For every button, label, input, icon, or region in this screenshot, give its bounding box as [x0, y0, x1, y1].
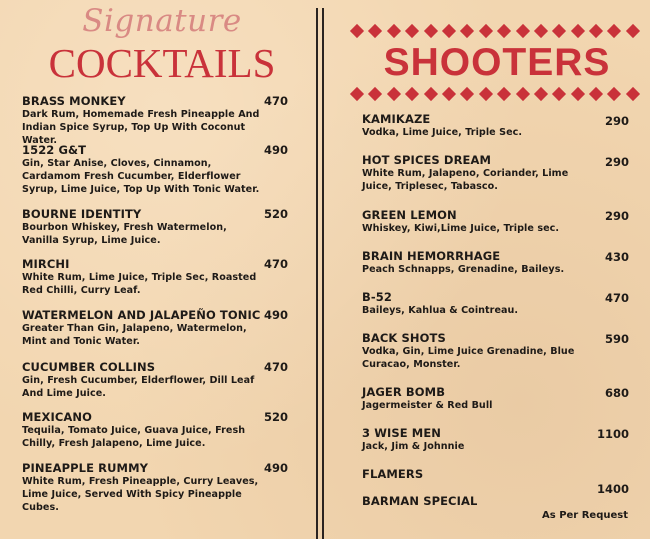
item-description: Peach Schnapps, Grenadine, Baileys. — [362, 264, 565, 275]
item-price: 520 — [263, 207, 288, 221]
diamond-border-top — [352, 24, 638, 38]
menu-item — [362, 112, 592, 139]
item-price: 680 — [604, 386, 629, 400]
item-description: White Rum, Lime Juice, Triple Sec, Roasted Red Chilli, Curry Leaf. — [22, 272, 257, 296]
menu-item — [362, 249, 592, 276]
item-price: 1100 — [596, 427, 629, 441]
item-price: 490 — [263, 308, 288, 322]
diamond-border-bottom — [352, 87, 638, 101]
item-price: 290 — [604, 209, 629, 223]
item-name: JAGER BOMB — [362, 385, 446, 399]
menu-item — [22, 410, 267, 450]
menu-item — [22, 257, 267, 297]
menu-item — [362, 385, 592, 412]
item-name: KAMIKAZE — [362, 112, 431, 126]
item-name: BRAIN HEMORRHAGE — [362, 249, 501, 263]
menu-item — [22, 143, 267, 196]
item-name: BARMAN SPECIAL — [362, 494, 478, 508]
menu-item — [22, 461, 267, 514]
shooters-heading: SHOOTERS — [383, 41, 611, 84]
item-name: B-52 — [362, 290, 392, 304]
item-name: MIRCHI — [22, 257, 70, 271]
item-name: GREEN LEMON — [362, 208, 457, 222]
item-price: 590 — [604, 332, 629, 346]
item-name: MEXICANO — [22, 410, 92, 424]
item-description: Vodka, Gin, Lime Juice Grenadine, Blue Curacao, Monster. — [362, 346, 575, 370]
item-name: BACK SHOTS — [362, 331, 446, 345]
menu-item — [362, 290, 592, 317]
menu-item — [22, 308, 267, 348]
item-description: Jagermeister & Red Bull — [362, 400, 493, 411]
item-description: Vodka, Lime Juice, Triple Sec. — [362, 127, 523, 138]
item-description: Baileys, Kahlua & Cointreau. — [362, 305, 519, 316]
item-price: 1400 — [596, 482, 629, 496]
menu-item — [362, 467, 592, 481]
item-price: 290 — [604, 114, 629, 128]
item-name: BRASS MONKEY — [22, 94, 126, 108]
item-description: White Rum, Jalapeno, Coriander, Lime Juice, Triplesec, Tabasco. — [362, 168, 569, 192]
item-price: 490 — [263, 461, 288, 475]
item-name: HOT SPICES DREAM — [362, 153, 492, 167]
menu-item — [22, 207, 267, 247]
column-divider-line — [322, 8, 324, 539]
signature-script-heading: Signature — [82, 3, 242, 39]
item-name: WATERMELON AND JALAPEÑO TONIC — [22, 308, 261, 322]
item-price: 520 — [263, 410, 288, 424]
item-description: Jack, Jim & Johnnie — [362, 441, 465, 452]
item-name: PINEAPPLE RUMMY — [22, 461, 149, 475]
item-price: 470 — [604, 291, 629, 305]
menu-item — [22, 360, 267, 400]
item-name: FLAMERS — [362, 467, 424, 481]
item-name: 3 WISE MEN — [362, 426, 442, 440]
item-description: Gin, Fresh Cucumber, Elderflower, Dill Leaf And Lime Juice. — [22, 375, 255, 399]
item-description: White Rum, Fresh Pineapple, Curry Leaves, Lime Juice, Served With Spicy Pineapple Cubes. — [22, 476, 259, 513]
item-price: 470 — [263, 257, 288, 271]
item-description: Whiskey, Kiwi,Lime Juice, Triple sec. — [362, 223, 560, 234]
item-description: Greater Than Gin, Jalapeno, Watermelon, Mint and Tonic Water. — [22, 323, 247, 347]
menu-item — [362, 331, 592, 371]
item-price: 470 — [263, 360, 288, 374]
item-price-note: As Per Request — [542, 510, 628, 521]
item-name: 1522 G&T — [22, 143, 87, 157]
item-description: Tequila, Tomato Juice, Guava Juice, Fresh Chilly, Fresh Jalapeno, Lime Juice. — [22, 425, 246, 449]
item-description: Gin, Star Anise, Cloves, Cinnamon, Cardamom Fresh Cucumber, Elderflower Syrup, Lime Juice, Top Up With Tonic Water. — [22, 158, 260, 195]
menu-item — [22, 94, 267, 147]
item-name: CUCUMBER COLLINS — [22, 360, 156, 374]
item-price: 430 — [604, 250, 629, 264]
menu-item — [362, 208, 592, 235]
item-price: 290 — [604, 155, 629, 169]
item-description: Bourbon Whiskey, Fresh Watermelon, Vanilla Syrup, Lime Juice. — [22, 222, 227, 246]
menu-item — [362, 153, 592, 193]
item-price: 470 — [263, 94, 288, 108]
column-divider-line — [316, 8, 318, 539]
item-price: 490 — [263, 143, 288, 157]
menu-item — [362, 426, 592, 453]
item-description: Dark Rum, Homemade Fresh Pineapple And Indian Spice Syrup, Top Up With Coconut Water. — [22, 109, 260, 146]
cocktails-heading: COCKTAILS — [48, 40, 276, 86]
item-name: BOURNE IDENTITY — [22, 207, 142, 221]
menu-item — [362, 494, 592, 508]
